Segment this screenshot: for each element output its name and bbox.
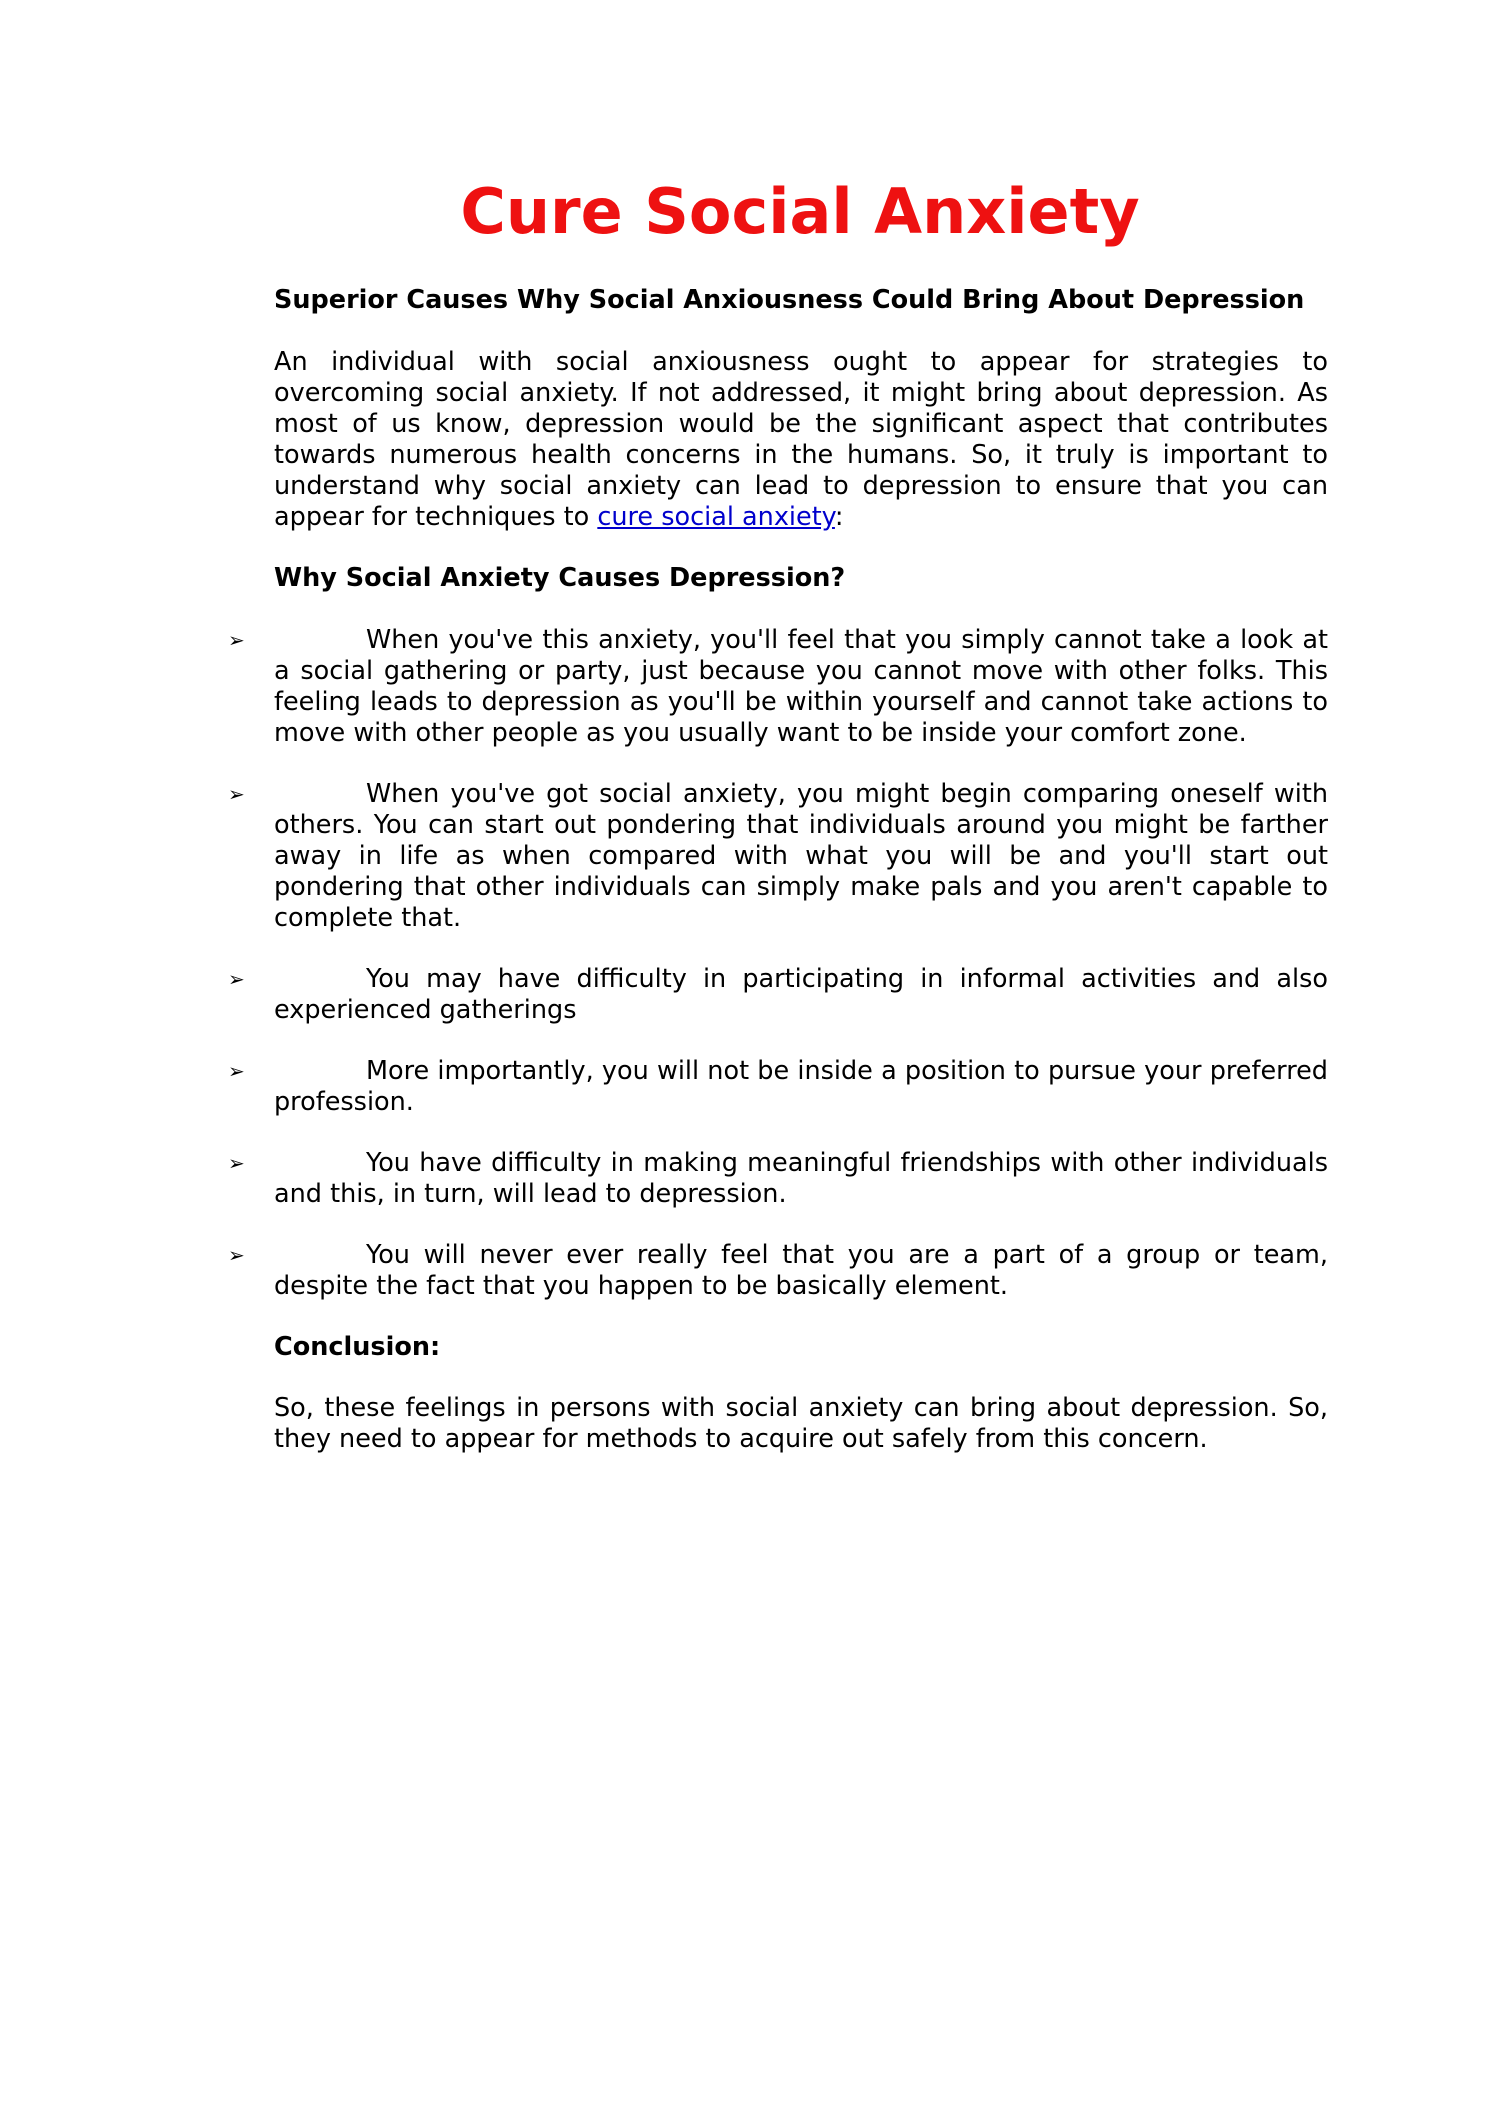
list-item: [228, 779, 1328, 934]
arrow-bullet-icon: ➢: [228, 628, 245, 652]
section-heading: Why Social Anxiety Causes Depression?: [274, 563, 846, 593]
bullet-text: You have difficulty in making meaningful friendships with other individuals and this, in turn, will lead to depression.: [274, 1148, 1328, 1209]
bullet-text: When you've this anxiety, you'll feel that you simply cannot take a look at a social gathering or party, just because you cannot move with other folks. This feeling leads to depression as you'll be within yourself and cannot take actions to move with other people as you usually want to be inside your comfort zone.: [274, 625, 1328, 748]
list-item: [228, 1240, 1328, 1302]
arrow-bullet-icon: ➢: [228, 1059, 245, 1083]
bullet-text: You will never ever really feel that you are a part of a group or team, despite the fact that you happen to be basically element.: [274, 1240, 1328, 1301]
list-item: [228, 625, 1328, 749]
arrow-bullet-icon: ➢: [228, 1151, 245, 1175]
bullet-text: More importantly, you will not be inside a position to pursue your preferred profession.: [274, 1056, 1328, 1117]
document-body: [228, 285, 1328, 1485]
list-item: [228, 1148, 1328, 1210]
bullet-text: You may have difficulty in participating in informal activities and also experienced gatherings: [274, 964, 1328, 1025]
conclusion-paragraph: So, these feelings in persons with social anxiety can bring about depression. So, they need to appear for methods to acquire out safely from this concern.: [274, 1393, 1328, 1454]
intro-text: An individual with social anxiousness ought to appear for strategies to overcoming social anxiety. If not addressed, it might bring about depression. As most of us know, depression would be the significant aspect that contributes towards numerous health concerns in the humans. So, it truly is important to understand why social anxiety can lead to depression to ensure that you can appear for techniques to: [274, 347, 1328, 532]
arrow-bullet-icon: ➢: [228, 967, 245, 991]
arrow-bullet-icon: ➢: [228, 1243, 245, 1267]
intro-text-end: :: [834, 502, 844, 532]
conclusion-heading: Conclusion:: [274, 1332, 441, 1362]
article-subtitle: Superior Causes Why Social Anxiousness Could Bring About Depression: [274, 285, 1305, 315]
list-item: [228, 964, 1328, 1026]
cure-social-anxiety-link[interactable]: cure social anxiety: [597, 502, 835, 532]
intro-paragraph: [274, 347, 1328, 533]
arrow-bullet-icon: ➢: [228, 782, 245, 806]
list-item: [228, 1056, 1328, 1118]
document-title: Cure Social Anxiety: [460, 175, 1140, 248]
bullet-text: When you've got social anxiety, you might begin comparing oneself with others. You can start out pondering that individuals around you might be farther away in life as when compared with what you will be and you'll start out pondering that other individuals can simply make pals and you aren't capable to complete that.: [274, 779, 1328, 933]
bullet-list: [228, 625, 1328, 1302]
